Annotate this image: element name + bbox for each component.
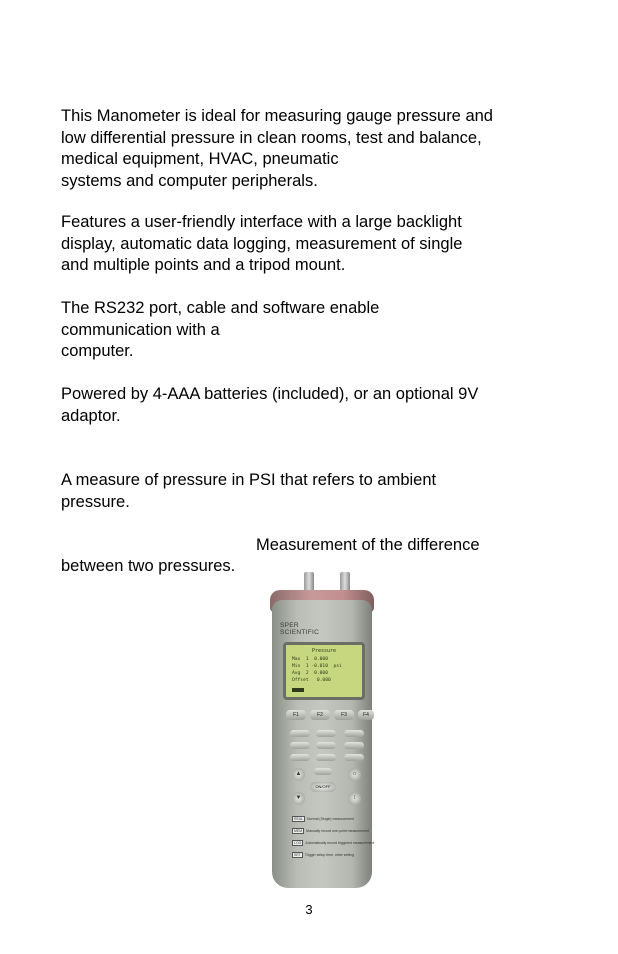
rs232-paragraph: The RS232 port, cable and software enable communication with a computer.	[61, 299, 380, 360]
keypad-key	[344, 742, 364, 749]
on-off-button: ON/OFF	[310, 782, 336, 792]
f3-key: F3	[334, 710, 354, 720]
keypad-key	[290, 742, 310, 749]
keypad-key	[290, 730, 310, 737]
power-paragraph: Powered by 4-AAA batteries (included), or an optional 9V adaptor.	[61, 385, 479, 425]
features-paragraph: Features a user-friendly interface with a large backlight display, automatic data logging, measurement of single and multiple points and a tripod mount.	[61, 213, 463, 274]
manometer-device-image	[262, 570, 382, 888]
screen-line: Offset 0.000	[292, 678, 331, 683]
keypad-key	[314, 768, 332, 775]
screen-line: Min 1 -0.010 psi	[292, 664, 342, 669]
keypad-key	[316, 742, 336, 749]
f4-key: F4	[358, 710, 374, 720]
device-lcd-screen	[283, 642, 365, 700]
keypad-key	[344, 730, 364, 737]
keypad-key	[344, 754, 364, 761]
f1-key: F1	[286, 710, 306, 720]
screen-title: Pressure	[311, 648, 337, 654]
screen-line: Avg 2 0.000	[292, 671, 328, 676]
up-arrow-icon: ▲	[292, 768, 305, 781]
legend-item: REAL Normal (Single) measurement	[294, 817, 354, 821]
keypad-key	[316, 730, 336, 737]
legend-item: SET Trigger setup time, other setting	[294, 853, 355, 857]
f2-key: F2	[310, 710, 330, 720]
pressure-port-nozzle	[304, 572, 314, 592]
zero-key-icon: ↕	[348, 792, 361, 805]
down-arrow-icon: ▼	[292, 792, 305, 805]
keypad-key	[316, 754, 336, 761]
legend-item: LOG Automatically record triggered measurement	[294, 841, 375, 845]
intro-paragraph: This Manometer is ideal for measuring gauge pressure and low differential pressure in clean rooms, test and balance, medical equipment, HVAC, pneumatic systems and computer peripherals.	[61, 107, 493, 190]
legend-item: MEM Manually record one-point measurement	[294, 829, 370, 833]
page-number: 3	[305, 902, 313, 917]
gauge-pressure-definition: A measure of pressure in PSI that refers to ambient pressure.	[61, 471, 437, 511]
screen-indicator	[292, 688, 304, 692]
backlight-icon: ☼	[348, 768, 361, 781]
keypad-key	[290, 754, 310, 761]
screen-line: Max 1 0.000	[292, 657, 328, 662]
differential-pressure-definition-line1: Measurement of the difference	[256, 536, 480, 554]
differential-pressure-definition-line2: between two pressures.	[61, 557, 236, 575]
pressure-port-nozzle	[340, 572, 350, 592]
device-brand-logo: SPER SCIENTIFIC	[280, 622, 320, 636]
